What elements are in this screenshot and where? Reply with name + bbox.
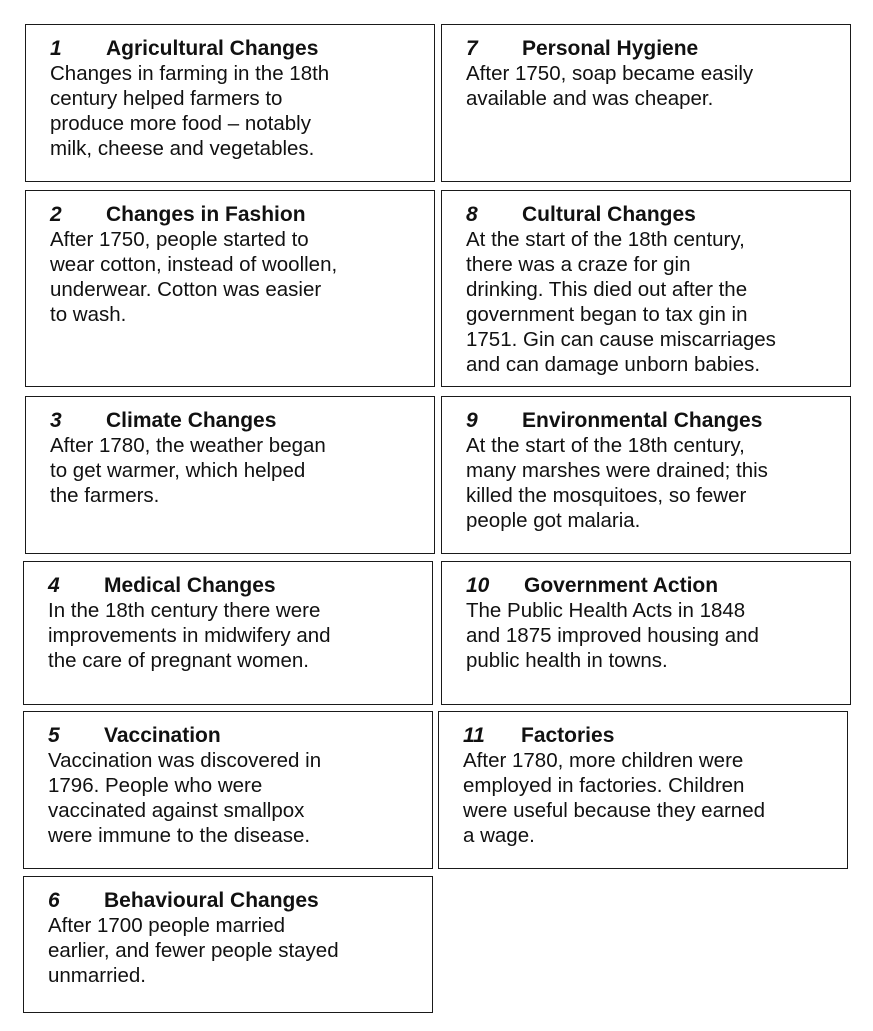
card-title: Changes in Fashion — [106, 203, 306, 226]
card-heading — [50, 202, 420, 227]
card-text: In the 18th century there were improvements in midwifery and the care of pregnant women. — [48, 599, 331, 672]
card-government-action — [441, 561, 851, 705]
card-number: 3 — [50, 409, 62, 432]
card-title: Factories — [521, 724, 615, 747]
card-number: 8 — [466, 203, 478, 226]
card-text: Vaccination was discovered in 1796. People who were vaccinated against smallpox were immune to the disease. — [48, 749, 322, 847]
card-medical-changes — [23, 561, 433, 705]
card-vaccination — [23, 711, 433, 869]
card-heading — [48, 888, 418, 913]
card-title: Climate Changes — [106, 409, 277, 432]
card-number: 7 — [466, 37, 478, 60]
card-title: Behavioural Changes — [104, 889, 319, 912]
card-title: Vaccination — [104, 724, 221, 747]
card-number: 11 — [463, 724, 485, 747]
card-number: 2 — [50, 203, 62, 226]
card-title: Cultural Changes — [522, 203, 696, 226]
card-title: Environmental Changes — [522, 409, 763, 432]
card-heading — [48, 573, 418, 598]
card-heading — [50, 408, 420, 433]
card-heading — [466, 202, 836, 227]
card-title: Medical Changes — [104, 574, 276, 597]
card-changes-in-fashion — [25, 190, 435, 387]
card-text: At the start of the 18th century, many marshes were drained; this killed the mosquitoes, so fewer people got malaria. — [466, 434, 768, 532]
card-text: After 1780, more children were employed in factories. Children were useful because they earned a wage. — [463, 749, 766, 847]
card-heading — [48, 723, 418, 748]
card-cultural-changes — [441, 190, 851, 387]
card-text: Changes in farming in the 18th century helped farmers to produce more food – notably milk, cheese and vegetables. — [50, 62, 330, 160]
card-behavioural-changes — [23, 876, 433, 1013]
card-number: 6 — [48, 889, 60, 912]
card-title: Personal Hygiene — [522, 37, 699, 60]
card-heading — [466, 573, 836, 598]
card-personal-hygiene — [441, 24, 851, 182]
card-number: 9 — [466, 409, 478, 432]
card-text: After 1750, people started to wear cotton, instead of woollen, underwear. Cotton was easier to wash. — [50, 228, 338, 326]
card-text: After 1700 people married earlier, and fewer people stayed unmarried. — [48, 914, 339, 987]
card-text: The Public Health Acts in 1848 and 1875 improved housing and public health in towns. — [466, 599, 759, 672]
card-number: 1 — [50, 37, 62, 60]
card-number: 4 — [48, 574, 60, 597]
card-heading — [466, 36, 836, 61]
card-agricultural-changes — [25, 24, 435, 182]
card-number: 5 — [48, 724, 60, 747]
card-factories — [438, 711, 848, 869]
card-environmental-changes — [441, 396, 851, 554]
card-heading — [463, 723, 833, 748]
card-text: At the start of the 18th century, there was a craze for gin drinking. This died out after the government began to tax gin in 1751. Gin can cause miscarriages and can damage unborn babies. — [466, 228, 776, 376]
card-title: Agricultural Changes — [106, 37, 319, 60]
card-climate-changes — [25, 396, 435, 554]
card-number: 10 — [466, 574, 490, 597]
card-heading — [50, 36, 420, 61]
card-text: After 1750, soap became easily available and was cheaper. — [466, 62, 754, 110]
card-text: After 1780, the weather began to get warmer, which helped the farmers. — [50, 434, 326, 507]
card-title: Government Action — [524, 574, 719, 597]
card-heading — [466, 408, 836, 433]
